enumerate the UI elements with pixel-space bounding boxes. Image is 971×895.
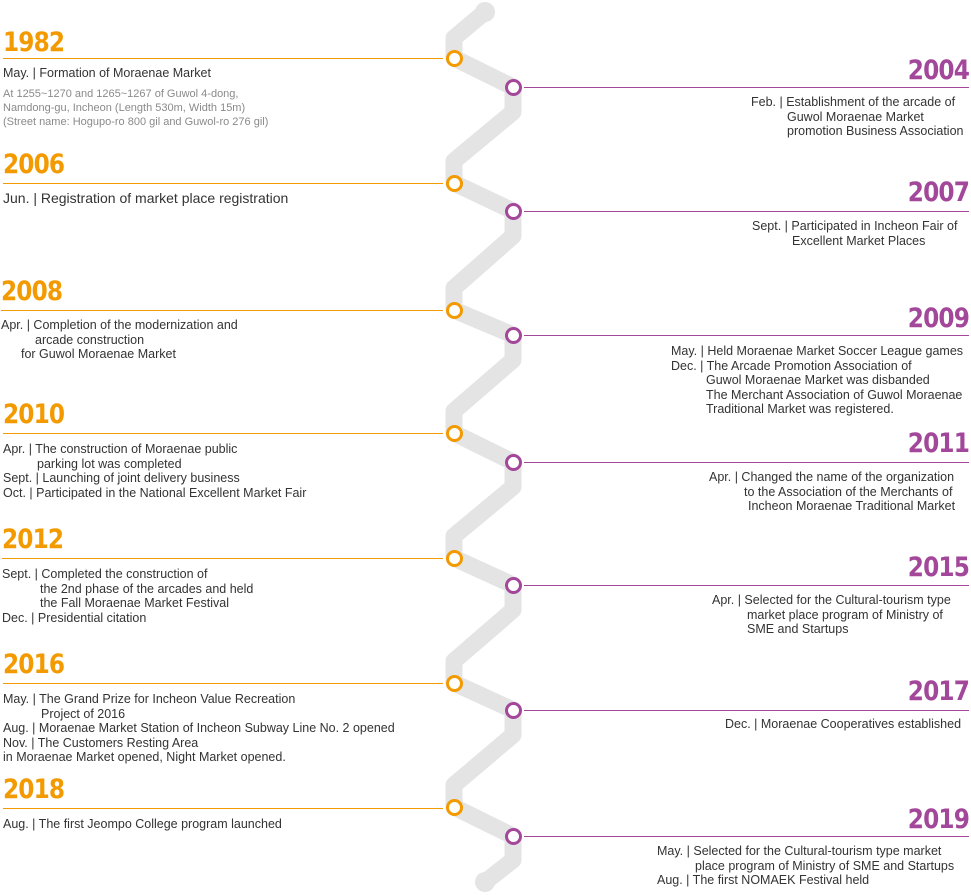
timeline-entry-2015 [514, 553, 969, 643]
entry-line: May. | Held Moraenae Market Soccer League games [671, 344, 964, 358]
entry-text [3, 817, 282, 832]
entry-line: Apr. | The construction of Moraenae public [3, 442, 238, 456]
entry-text [725, 717, 969, 732]
year-label: 1982 [3, 27, 65, 58]
entry-line: Apr. | Changed the name of the organization [709, 470, 955, 484]
entry-line: the 2nd phase of the arcades and held [40, 581, 254, 596]
milestone-dot-2018 [446, 799, 463, 816]
entry-text [3, 66, 268, 81]
entry-line: promotion Business Association [787, 124, 964, 138]
entry-text [752, 219, 969, 248]
year-label: 2009 [907, 303, 969, 334]
milestone-dot-1982 [446, 50, 463, 67]
milestone-dot-2011 [505, 454, 522, 471]
connector-line [3, 183, 443, 184]
year-label: 2011 [907, 428, 969, 459]
milestone-dot-2016 [446, 675, 463, 692]
spine-end-cap [475, 872, 495, 892]
timeline-entry-2010 [3, 400, 306, 500]
milestone-dot-2019 [505, 828, 522, 845]
milestone-dot-2010 [446, 425, 463, 442]
milestone-dot-2008 [446, 302, 463, 319]
timeline-entry-2008 [1, 277, 238, 362]
entry-line: Aug. | The first Jeompo College program launched [3, 817, 282, 831]
connector-line [524, 335, 969, 336]
connector-line [3, 433, 443, 434]
entry-line: SME and Startups [747, 622, 849, 636]
entry-line: Oct. | Participated in the National Excellent Market Fair [3, 485, 307, 500]
entry-text [3, 190, 288, 207]
spine-start-cap [475, 2, 495, 22]
connector-line [524, 836, 969, 837]
entry-text [2, 567, 253, 625]
entry-line: to the Association of the Merchants of [744, 484, 953, 499]
year-label: 2004 [907, 55, 969, 86]
entry-line: the Fall Moraenae Market Festival [40, 596, 229, 610]
entry-line: place program of Ministry of SME and Startups [695, 858, 955, 873]
entry-line: market place program of Ministry of [747, 607, 943, 622]
spine-path [454, 12, 513, 882]
entry-line: for Guwol Moraenae Market [21, 347, 176, 361]
entry-text [657, 844, 969, 888]
timeline-entry-2016 [3, 650, 395, 765]
year-label: 2018 [3, 774, 65, 805]
entry-text [712, 593, 969, 637]
entry-line: Jun. | Registration of market place registration [3, 190, 289, 206]
year-label: 2016 [3, 649, 65, 680]
entry-line: Sept. | Launching of joint delivery business [3, 471, 240, 485]
entry-text [751, 95, 969, 139]
milestone-dot-2017 [505, 702, 522, 719]
connector-line [524, 710, 969, 711]
connector-line [3, 58, 443, 59]
entry-text [3, 692, 395, 765]
year-label: 2007 [907, 177, 969, 208]
timeline-entry-2004 [514, 56, 969, 146]
timeline-entry-2017 [514, 677, 969, 737]
entry-line: Apr. | Selected for the Cultural-tourism type [712, 593, 951, 607]
entry-line: Feb. | Establishment of the arcade of [751, 95, 956, 109]
entry-line: Nov. | The Customers Resting Area [3, 735, 199, 750]
milestone-dot-2006 [446, 175, 463, 192]
entry-line: in Moraenae Market opened, Night Market opened. [3, 750, 286, 764]
entry-line: Sept. | Completed the construction of [2, 567, 208, 581]
entry-line: Aug. | Moraenae Market Station of Incheon Subway Line No. 2 opened [3, 721, 395, 735]
timeline-entry-1982 [3, 28, 268, 129]
entry-line: parking lot was completed [37, 456, 182, 471]
connector-line [524, 462, 969, 463]
milestone-dot-2012 [446, 550, 463, 567]
timeline-entry-2011 [514, 429, 969, 519]
connector-line [1, 310, 443, 311]
note-line: Namdong-gu, Incheon (Length 530m, Width 15m) [3, 101, 246, 114]
milestone-dot-2004 [505, 79, 522, 96]
entry-line: Excellent Market Places [792, 233, 926, 248]
milestone-dot-2015 [505, 577, 522, 594]
connector-line [524, 87, 969, 88]
entry-line: May. | Selected for the Cultural-tourism type market [657, 844, 942, 858]
entry-line: Dec. | The Arcade Promotion Association of [671, 358, 912, 373]
timeline-entry-2007 [514, 178, 969, 258]
timeline-entry-2009 [514, 304, 969, 419]
milestone-dot-2009 [505, 327, 522, 344]
milestone-dot-2007 [505, 203, 522, 220]
entry-line: May. | Formation of Moraenae Market [3, 66, 211, 80]
entry-line: Traditional Market was registered. [706, 402, 894, 416]
year-label: 2019 [907, 804, 969, 835]
connector-line [2, 558, 443, 559]
entry-line: The Merchant Association of Guwol Moraenae [706, 387, 963, 402]
connector-line [524, 585, 969, 586]
year-label: 2015 [907, 552, 969, 583]
year-label: 2012 [2, 524, 64, 555]
connector-line [3, 683, 443, 684]
year-label: 2008 [1, 276, 63, 307]
entry-text [3, 442, 306, 500]
year-label: 2017 [907, 676, 969, 707]
entry-note [3, 87, 268, 129]
entry-line: May. | The Grand Prize for Incheon Value Recreation [3, 692, 296, 706]
note-line: (Street name: Hogupo-ro 800 gil and Guwol-ro 276 gil) [3, 115, 269, 128]
entry-line: Guwol Moraenae Market [787, 109, 924, 124]
timeline-entry-2012 [2, 525, 253, 625]
entry-line: Dec. | Moraenae Cooperatives established [725, 717, 962, 731]
note-line: At 1255~1270 and 1265~1267 of Guwol 4-dong, [3, 87, 239, 100]
entry-line: Sept. | Participated in Incheon Fair of [752, 219, 958, 233]
year-label: 2006 [3, 149, 65, 180]
entry-text [671, 344, 969, 417]
connector-line [524, 211, 969, 212]
entry-line: Apr. | Completion of the modernization and [1, 318, 238, 332]
year-label: 2010 [3, 399, 65, 430]
entry-line: Guwol Moraenae Market was disbanded [706, 373, 930, 387]
connector-line [3, 808, 443, 809]
entry-line: Aug. | The first NOMAEK Festival held [657, 873, 870, 887]
timeline-entry-2019 [514, 805, 969, 893]
entry-line: arcade construction [35, 332, 145, 347]
entry-line: Dec. | Presidential citation [2, 610, 147, 625]
entry-line: Project of 2016 [41, 706, 126, 721]
entry-text [709, 470, 969, 514]
entry-text [1, 318, 238, 362]
timeline-entry-2018 [3, 775, 282, 832]
entry-line: Incheon Moraenae Traditional Market [748, 499, 956, 513]
timeline-entry-2006 [3, 150, 288, 207]
